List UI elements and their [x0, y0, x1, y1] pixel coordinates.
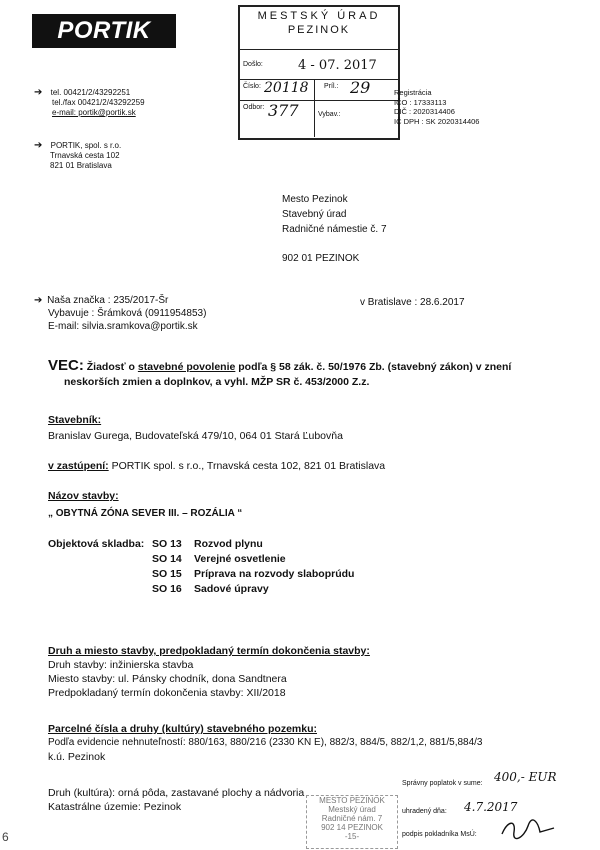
fee-uhradeny-row [402, 798, 592, 822]
building-label: Názov stavby: [48, 490, 119, 502]
subject-text-b: podľa § 58 zák. č. 50/1976 Zb. (stavebný zákon) v znení [235, 361, 512, 373]
recipient-line2: Stavebný úrad [282, 209, 347, 220]
letter-date: v Bratislave : 28.6.2017 [360, 297, 465, 308]
subject-line2: neskorších zmien a doplnkov, a vyhl. MŽP SR č. 453/2000 Z.z. [64, 376, 370, 388]
fee-poplatok-label: Správny poplatok v sume: [402, 780, 483, 787]
municipal-stamp-line1: MESTO PEZINOK [319, 796, 385, 805]
fee-poplatok-row [402, 770, 592, 798]
registration-ico: IČO : 17333113 [394, 97, 447, 107]
type-termin: Predpokladaný termín dokončenia stavby: XII/2018 [48, 687, 286, 699]
fee-podpis-label: podpis pokladníka MsÚ: [402, 831, 477, 838]
municipal-stamp-line5: -15- [344, 832, 360, 841]
reference-email: E-mail: silvia.sramkova@portik.sk [48, 321, 198, 332]
registration-block [394, 88, 479, 126]
parcels-line1: Podľa evidencie nehnuteľností: 880/163, 880/216 (2330 KN E), 882/3, 884/5, 882/1,2, 881/5,884/3 [48, 737, 483, 748]
object-name: Sadové úpravy [194, 583, 269, 595]
parcels-line2: k.ú. Pezinok [48, 751, 106, 763]
object-code: SO 13 [152, 538, 182, 550]
municipal-stamp [306, 795, 398, 849]
recipient-line4: 902 01 PEZINOK [282, 253, 360, 264]
recipient-line3: Radničné námestie č. 7 [282, 224, 387, 235]
object-item [152, 552, 354, 567]
stamp-vybavuje-label: Vybav.: [318, 111, 341, 118]
contact-block [34, 88, 145, 118]
signature-icon [498, 818, 558, 842]
municipal-stamp-line4: 902 14 PEZINOK [321, 823, 383, 832]
object-name: Príprava na rozvody slaboprúdu [194, 568, 355, 580]
arrow-icon: ➔ [34, 140, 43, 151]
stamp-dosla-label: Došlo: [243, 61, 263, 68]
registration-icdph: IČ DPH : SK 2020314406 [394, 116, 480, 126]
reference-vybavuje: Vybavuje : Šrámková (0911954853) [48, 308, 207, 319]
sender-block [34, 141, 121, 171]
parcels-label: Parcelné čísla a druhy (kultúry) stavebného pozemku: [48, 723, 317, 735]
culture-block [48, 786, 304, 814]
fee-podpis-row [402, 822, 592, 846]
stamp-odbor-value: 377 [268, 101, 299, 120]
stamp-odbor-label: Odbor: [243, 104, 265, 111]
arrow-icon: ➔ [34, 87, 43, 98]
building-value: „ OBYTNÁ ZÓNA SEVER III. – ROZÁLIA “ [48, 508, 243, 519]
fee-uhradeny-value: 4.7.2017 [464, 800, 518, 814]
object-name: Verejné osvetlenie [194, 553, 286, 565]
recipient-address [282, 192, 387, 266]
stamp-row-dosla [240, 49, 398, 80]
sender-name: PORTIK, spol. s r.o. [50, 141, 122, 150]
stamp-cislo-value: 20118 [264, 80, 309, 96]
type-miesto: Miesto stavby: ul. Pánsky chodník, dona Sandtnera [48, 673, 287, 685]
object-code: SO 14 [152, 553, 182, 565]
stamp-dosla-value: 4 - 07. 2017 [298, 58, 377, 73]
stamp-cislo-label: Číslo: [243, 83, 261, 90]
type-block [48, 644, 370, 700]
building-block [48, 489, 242, 521]
margin-mark: 6 [2, 830, 9, 844]
municipal-stamp-line3: Radničné nám. 7 [321, 814, 383, 823]
object-code: SO 15 [152, 568, 182, 580]
stamp-title: MESTSKÝ ÚRAD [257, 10, 381, 22]
fee-block [402, 770, 592, 846]
type-label: Druh a miesto stavby, predpokladaný termín dokončenia stavby: [48, 645, 370, 657]
subject-vec: VEC: [48, 357, 84, 374]
reference-znacka: Naša značka : 235/2017-Šr [47, 295, 169, 306]
representative-label: v zastúpení: [48, 460, 109, 472]
recipient-line1: Mesto Pezinok [282, 194, 348, 205]
subject-text-underlined: stavebné povolenie [137, 361, 236, 373]
object-item [152, 537, 354, 552]
stamp-subtitle: PEZINOK [287, 24, 351, 36]
contact-tel: tel. 00421/2/43292251 [50, 88, 131, 97]
stamp-row-cislo [240, 80, 398, 101]
builder-label: Stavebník: [48, 414, 102, 426]
receipt-stamp [238, 5, 400, 140]
representative-block [48, 459, 385, 473]
stamp-prilohy-value: 29 [350, 78, 371, 97]
fee-poplatok-value: 400,- EUR [494, 770, 557, 784]
contact-fax: tel./fax 00421/2/43292259 [52, 98, 145, 107]
sender-city: 821 01 Bratislava [50, 161, 112, 170]
registration-dic: DIČ : 2020314406 [394, 107, 455, 116]
builder-value: Branislav Gurega, Budovateľská 479/10, 064 01 Stará Ľubovňa [48, 430, 343, 442]
subject-text-a: Žiadosť o [83, 361, 138, 373]
culture-uzemie: Katastrálne územie: Pezinok [48, 801, 182, 813]
objects-list [152, 537, 354, 597]
portik-logo: PORTIK [32, 14, 176, 48]
stamp-header [240, 7, 398, 50]
fee-uhradeny-label: uhradený dňa: [402, 808, 447, 815]
type-druh: Druh stavby: inžinierska stavba [48, 659, 194, 671]
registration-label: Registrácia [394, 88, 432, 97]
object-name: Rozvod plynu [194, 538, 263, 550]
municipal-stamp-line2: Mestský úrad [328, 805, 376, 814]
parcels-block [48, 722, 588, 764]
object-item [152, 582, 354, 597]
stamp-prilohy-label: Príl.: [324, 83, 339, 90]
representative-value: PORTIK spol. s r.o., Trnavská cesta 102, 821 01 Bratislava [108, 460, 386, 472]
reference-block [34, 294, 206, 333]
stamp-row-odbor [240, 101, 398, 137]
arrow-icon: ➔ [34, 295, 43, 306]
sender-street: Trnavská cesta 102 [50, 151, 120, 160]
object-item [152, 567, 354, 582]
object-code: SO 16 [152, 583, 182, 595]
culture-druh: Druh (kultúra): orná pôda, zastavané plochy a nádvoria [48, 787, 305, 799]
subject-block [48, 358, 568, 390]
contact-email: e-mail: portik@portik.sk [52, 108, 136, 117]
objects-label: Objektová skladba: [48, 538, 145, 550]
builder-block [48, 413, 343, 443]
